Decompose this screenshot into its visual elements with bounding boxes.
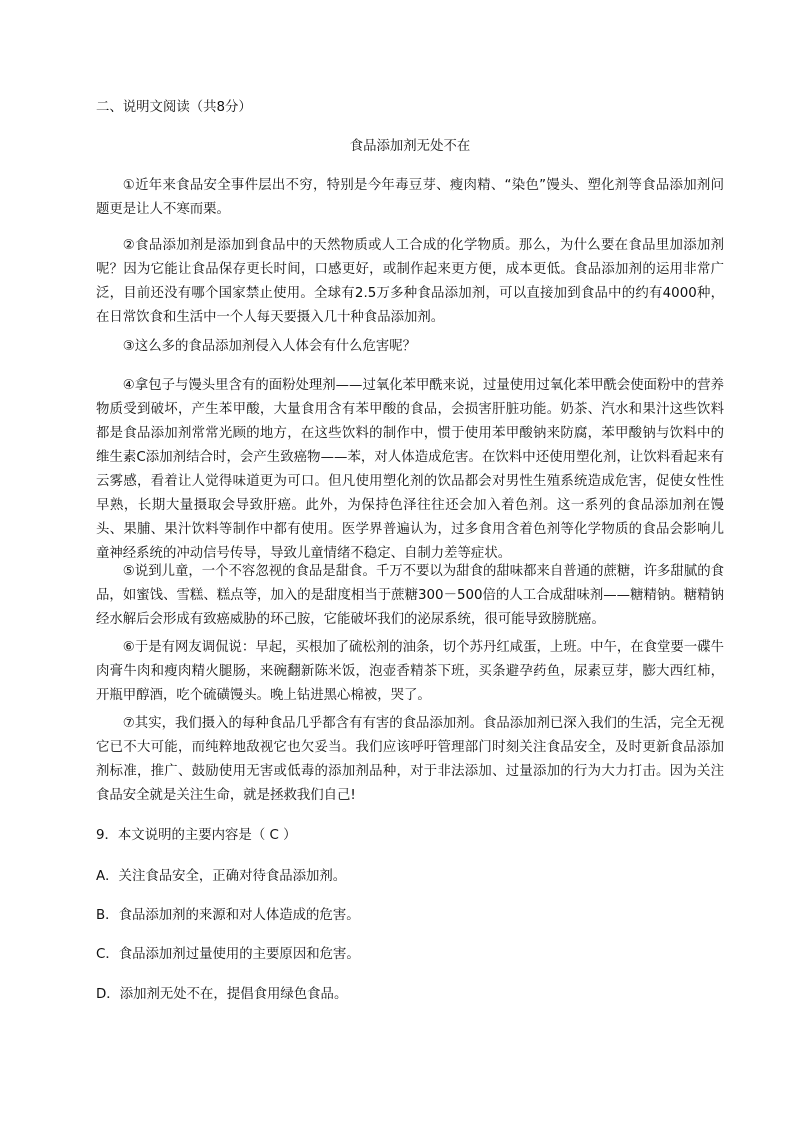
- paragraph-1: ①近年来食品安全事件层出不穷，特别是今年毒豆芽、瘦肉精、“染色”馒头、塑化剂等食品添加剂问题更是让人不寒而栗。: [96, 178, 724, 217]
- section-heading: 二、说明文阅读（共8分）: [96, 100, 252, 115]
- paragraph-7: ⑦其实，我们摄入的每种食品几乎都含有有害的食品添加剂。食品添加剂已深入我们的生活，完全无视它已不大可能，而纯粹地敌视它也欠妥当。我们应该呼吁管理部门时刻关注食品安全，及时更新食品添加剂标准，推广、鼓励使用无害或低毒的添加剂品种，对于非法添加、过量添加的行为大力打击。因为关注食品安全就是关注生命，就是拯救我们自己!: [96, 716, 724, 803]
- option-b: B．食品添加剂的来源和对人体造成的危害。: [96, 908, 360, 923]
- option-d: D．添加剂无处不在，提倡食用绿色食品。: [96, 987, 348, 1002]
- article-title: 食品添加剂无处不在: [349, 139, 471, 154]
- paragraph-6: ⑥于是有网友调侃说：早起，买根加了硫松剂的油条，切个苏丹红咸蛋，上班。中午，在食堂要一碟牛肉膏牛肉和瘦肉精火腿肠，来碗翻新陈米饭，泡壶香精茶下班，买条避孕药鱼，尿素豆芽，膨大西红柿，开瓶甲醇酒，吃个硫磺馒头。晚上钻进黑心棉被，哭了。: [96, 640, 724, 703]
- question-stem: 9．本文说明的主要内容是（ C ）: [96, 828, 297, 843]
- paragraph-2: ②食品添加剂是添加到食品中的天然物质或人工合成的化学物质。那么，为什么要在食品里加添加剂呢？因为它能让食品保存更长时间，口感更好，或制作起来更方便，成本更低。食品添加剂的运用非常广泛，目前还没有哪个国家禁止使用。全球有2.5万多种食品添加剂，可以直接加到食品中的约有4000种，在日常饮食和生活中一个人每天要摄入几十种食品添加剂。: [96, 238, 724, 325]
- paragraph-4: ④拿包子与馒头里含有的面粉处理剂——过氧化苯甲酰来说，过量使用过氧化苯甲酰会使面粉中的营养物质受到破坏，产生苯甲酸，大量食用含有苯甲酸的食品，会损害肝脏功能。奶茶、汽水和果汁这些饮料都是食品添加剂常常光顾的地方，在这些饮料的制作中，惯于使用苯甲酸钠来防腐，苯甲酸钠与饮料中的维生素C添加剂结合时，会产生致癌物——苯，对人体造成危害。在饮料中还使用塑化剂，让饮料看起来有云雾感，看着让人觉得味道更为可口。但凡使用塑化剂的饮品都会对男性生殖系统造成危害，促使女性性早熟，长期大量摄取会导致肝癌。此外，为保持色泽往往还会加入着色剂。这一系列的食品添加剂在馒头、果脯、果汁饮料等制作中都有使用。医学界普遍认为，过多食用含着色剂等化学物质的食品会影响儿童神经系统的冲动信号传导，导致儿童情绪不稳定、自制力差等症状。: [96, 378, 724, 561]
- option-c: C．食品添加剂过量使用的主要原因和危害。: [96, 947, 360, 962]
- paragraph-3: ③这么多的食品添加剂侵入人体会有什么危害呢？: [122, 339, 417, 354]
- paragraph-5: ⑤说到儿童，一个不容忽视的食品是甜食。千万不要以为甜食的甜味都来自普通的蔗糖，许多甜腻的食品，如蜜饯、雪糕、糕点等，加入的是甜度相当于蔗糖300－500倍的人工合成甜味剂——糖精钠。糖精钠经水解后会形成有致癌威胁的环己胺，它能破坏我们的泌尿系统，很可能导致膀胱癌。: [96, 564, 724, 627]
- option-a: A．关注食品安全，正确对待食品添加剂。: [96, 869, 347, 884]
